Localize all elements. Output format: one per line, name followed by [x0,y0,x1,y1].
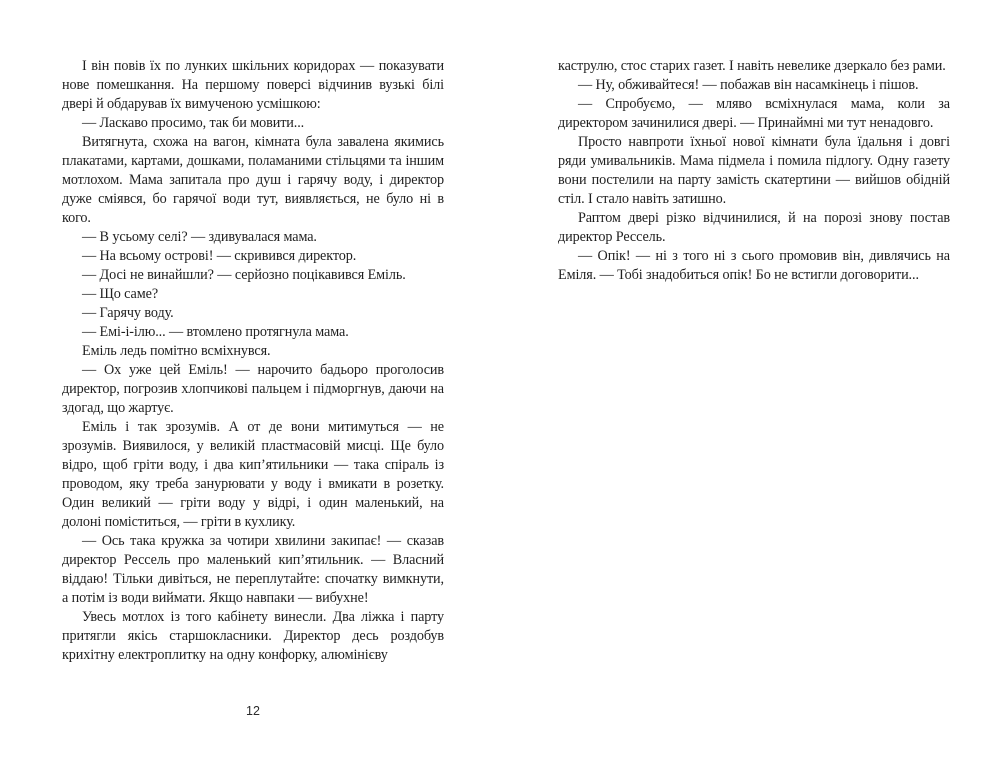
paragraph: — Спробуємо, — мляво всміхнулася мама, коли за директором зачинилися двері. — Принаймні ми тут ненадовго. [558,96,950,131]
paragraph: І він повів їх по лунких шкільних коридорах — показувати нове помешкання. На першому поверсі відчинив вузькі білі двері й обдарував їх вимученою усмішкою: [62,58,444,112]
page-number: 12 [246,704,260,718]
paragraph: — Досі не винайшли? — серйозно поцікавився Еміль. [82,267,406,283]
paragraph: Витягнута, схожа на вагон, кімната була завалена якимись плакатами, картами, дошками, поламаними стільцями та іншим мотлохом. Мама запитала про душ і гарячу воду, і директор дуже сміявся, бо гарячої води тут, виявляється, не було ні в кого. [62,134,444,226]
paragraph: Еміль і так зрозумів. А от де вони митимуться — не зрозумів. Виявилося, у великій пластмасовій мисці. Ще було відро, щоб гріти воду, і два кип’ятильники — така спіраль із проводом, яку треба занурювати у воду і вмикати в розетку. Один великий — гріти воду у відрі, і один маленький, на долоні поміститься, — гріти в кухлику. [62,419,444,530]
paragraph: — Гарячу воду. [82,305,174,321]
paragraph: Раптом двері різко відчинилися, й на порозі знову постав директор Рессель. [558,210,950,245]
paragraph: Просто навпроти їхньої нової кімнати була їдальня і довгі ряди умивальників. Мама підмела і помила підлогу. Одну газету вони постелили на парту замість скатертини — вийшов обідній стіл. І стало навіть затишно. [558,134,950,207]
page-right-text-column [558,57,950,285]
paragraph: — В усьому селі? — здивувалася мама. [82,229,317,245]
paragraph: — Ну, обживайтеся! — побажав він насамкінець і пішов. [578,77,919,93]
paragraph: — Ось така кружка за чотири хвилини закипає! — сказав директор Рессель про маленький кип’ятильник. — Власний віддаю! Тільки дивіться, не переплутайте: спочатку вимкнути, а потім із води виймати. Якщо навпаки — вибухне! [62,533,444,606]
paragraph: каструлю, стос старих газет. І навіть невелике дзеркало без рами. [558,58,946,74]
paragraph: — Опік! — ні з того ні з сього промовив він, дивлячись на Еміля. — Тобі знадобиться опік! Бо не встигли договорити... [558,248,950,283]
page-left-text-column [62,57,444,665]
paragraph: Еміль ледь помітно всміхнувся. [82,343,271,359]
paragraph: — Ох уже цей Еміль! — нарочито бадьоро проголосив директор, погрозив хлопчикові пальцем і підморгнув, даючи на здогад, що жартує. [62,362,444,416]
paragraph: — Що саме? [82,286,159,302]
paragraph: Увесь мотлох із того кабінету винесли. Два ліжка і парту притягли якісь старшокласники. Директор десь роздобув крихітну електроплитку на одну конфорку, алюмінієву [62,609,444,663]
paragraph: — Емі-і-ілю... — втомлено протягнула мама. [82,324,349,340]
paragraph: — Ласкаво просимо, так би мовити... [82,115,305,131]
paragraph: — На всьому острові! — скривився директор. [82,248,357,264]
